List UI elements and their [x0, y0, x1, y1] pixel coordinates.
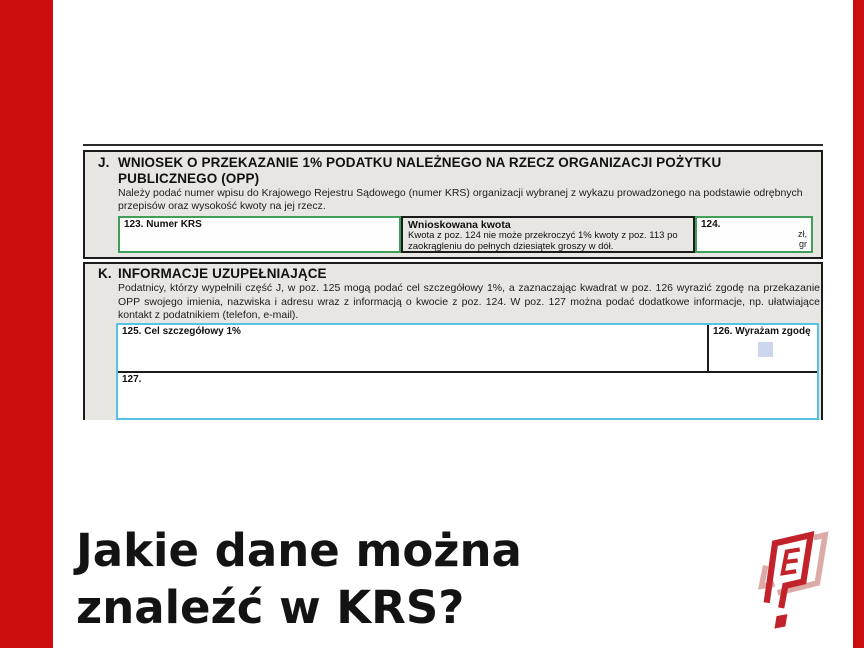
page-title [76, 522, 522, 636]
section-j [83, 150, 823, 259]
right-red-bar [853, 0, 864, 648]
field-124-kwota[interactable] [695, 216, 813, 253]
question-mark-p-logo-icon [744, 518, 838, 642]
section-k-prefix: K. [98, 266, 112, 281]
pit-form-screenshot [83, 150, 823, 420]
requested-amount-title: Wnioskowana kwota [408, 219, 511, 231]
field-127-label: 127. [122, 373, 142, 385]
field-126-wyrazam-zgode[interactable] [707, 325, 817, 371]
field-125-label: 125. Cel szczegółowy 1% [122, 325, 241, 337]
section-k-description: Podatnicy, którzy wypełnili część J, w poz. 125 mogą podać cel szczegółowy 1%, a zaznaczając kwadrat w poz. 126 wyrazić zgodę na przekazanie OPP swojego imienia, nazwiska i adresu wraz z informacją o kwocie z poz. 124. W poz. 127 można podać dodatkowe informacje, np. ułatwiające kontakt z podatnikiem (telefon, e-mail). [118, 282, 820, 321]
field-125-cel-szczegolowy[interactable] [118, 325, 707, 371]
section-k [83, 262, 823, 420]
unit-zl-label: zł, [798, 229, 807, 239]
page-title-line-1: Jakie dane można [76, 524, 522, 577]
field-124-units [798, 229, 807, 249]
requested-amount-note: Kwota z poz. 124 nie może przekroczyć 1% kwoty z poz. 113 po zaokrągleniu do pełnych dziesiątek groszy w dół. [408, 230, 678, 252]
consent-checkbox[interactable] [758, 342, 773, 357]
section-j-fields-row [118, 216, 813, 253]
field-126-label: 126. Wyrażam zgodę [713, 325, 811, 337]
field-127-dodatkowe-informacje[interactable] [118, 373, 817, 418]
section-k-row-1 [118, 325, 817, 373]
section-j-prefix: J. [98, 155, 110, 170]
form-cutoff-line [83, 144, 823, 146]
field-123-label: 123. Numer KRS [124, 219, 202, 230]
field-124-label: 124. [701, 219, 721, 230]
section-k-fields-block [116, 323, 819, 420]
section-j-description: Należy podać numer wpisu do Krajowego Rejestru Sądowego (numer KRS) organizacji wybranej z wykazu prowadzonego na podstawie odrębnych przepisów oraz wysokość kwoty na jej rzecz. [118, 187, 803, 212]
left-red-bar [0, 0, 53, 648]
page-title-line-2: znaleźć w KRS? [76, 581, 465, 634]
requested-amount-box [401, 216, 695, 253]
unit-gr-label: gr [798, 239, 807, 249]
section-j-title: J. WNIOSEK O PRZEKAZANIE 1% PODATKU NALEŻNEGO NA RZECZ ORGANIZACJI POŻYTKU PUBLICZNEGO (OPP) [98, 155, 722, 186]
section-k-title: K. INFORMACJE UZUPEŁNIAJĄCE [98, 266, 327, 281]
field-123-numer-krs[interactable] [118, 216, 401, 253]
